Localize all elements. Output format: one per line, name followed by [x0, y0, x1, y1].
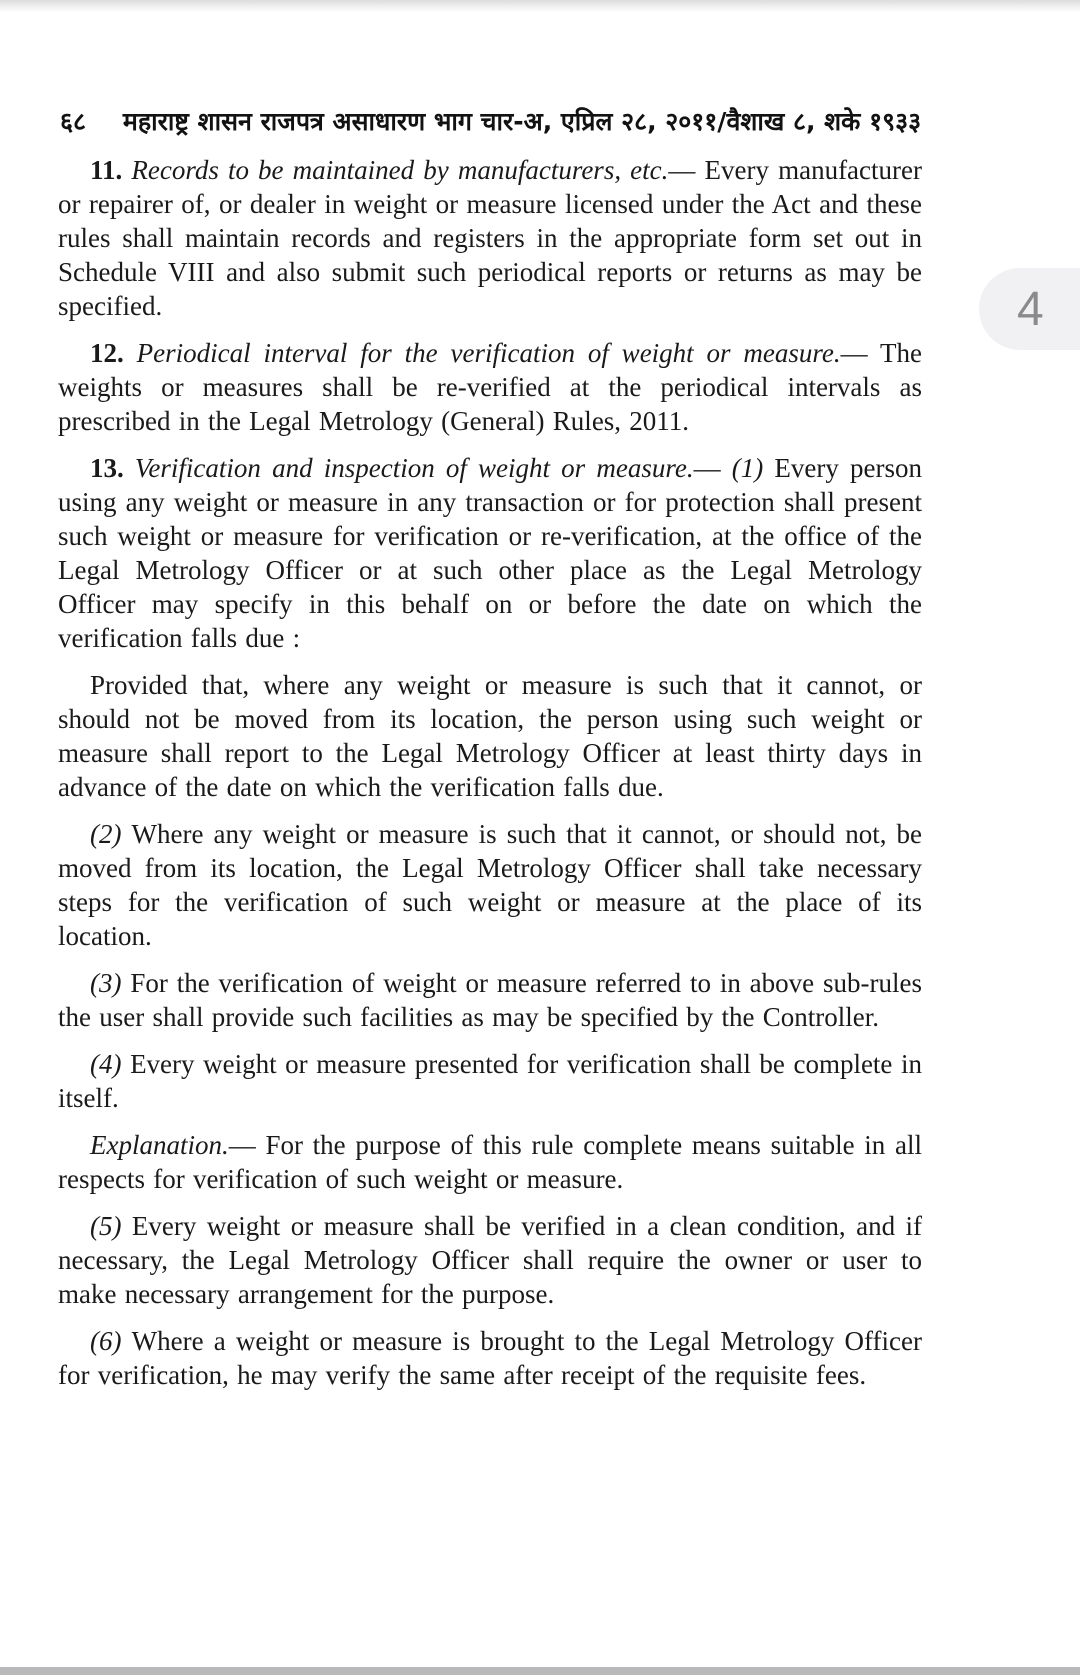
page-number-badge-label: 4 — [1017, 282, 1044, 336]
page-number-badge[interactable] — [979, 268, 1080, 350]
text-segment-italic: Verification and inspection of weight or measure. — [134, 453, 694, 483]
rule-13-sub-4 — [58, 1047, 922, 1115]
text-segment-italic: (1) — [731, 453, 775, 483]
text-segment-normal: Where any weight or measure is such that it cannot, or should not, be moved from its location, the Legal Metrology Officer shall take necessary steps for the verification of such weight or measure at the place of its location. — [58, 819, 922, 951]
document-body — [58, 153, 922, 1392]
text-segment-italic: (5) — [90, 1211, 132, 1241]
text-segment-normal: Every person using any weight or measure in any transaction or for protection shall present such weight or measure for verification or re-verification, at the office of the Legal Metrology Officer or at such other place as the Legal Metrology Officer may specify in this behalf on or before the date on which the verification falls due : — [58, 453, 923, 653]
text-segment-bold: 11. — [90, 155, 132, 185]
text-segment-normal: — The weights or measures shall be re-verified at the periodical intervals as prescribed in the Legal Metrology (General) Rules, 2011. — [58, 338, 922, 436]
text-segment-italic: Records to be maintained by manufacturers, etc. — [131, 155, 669, 185]
text-segment-italic: Periodical interval for the verification of weight or measure. — [136, 338, 841, 368]
text-segment-normal: — Every manufacturer or repairer of, or dealer in weight or measure licensed under the Act and these rules shall maintain records and registers in the appropriate form set out in Schedule VIII and also submit such periodical reports or returns as may be specified. — [58, 155, 922, 321]
rule-13-proviso — [58, 668, 922, 804]
rule-13-explanation — [58, 1128, 922, 1196]
rule-13-sub-3 — [58, 966, 922, 1034]
text-segment-italic: (4) — [90, 1049, 131, 1079]
text-segment-italic: (6) — [90, 1326, 132, 1356]
rule-11 — [58, 153, 922, 323]
text-segment-normal: — For the purpose of this rule complete means suitable in all respects for verification of such weight or measure. — [58, 1130, 922, 1194]
text-segment-normal: — — [693, 453, 732, 483]
bottom-bar — [0, 1667, 1080, 1675]
toolbar-shadow — [0, 0, 1080, 13]
page-header — [58, 102, 922, 140]
text-segment-normal: Every weight or measure shall be verified in a clean condition, and if necessary, the Legal Metrology Officer shall require the owner or user to make necessary arrangement for the purpose. — [58, 1211, 923, 1309]
rule-13 — [58, 451, 922, 655]
rule-13-sub-5 — [58, 1209, 922, 1311]
rule-12 — [58, 336, 922, 438]
text-segment-bold: 13. — [90, 453, 135, 483]
header-page-number: ६८ — [60, 107, 87, 136]
text-segment-italic: (3) — [90, 968, 131, 998]
text-segment-normal: Where a weight or measure is brought to the Legal Metrology Officer for verification, he may verify the same after receipt of the requisite fees. — [58, 1326, 923, 1390]
rule-13-sub-6 — [58, 1324, 922, 1392]
text-segment-normal: For the verification of weight or measure referred to in above sub-rules the user shall provide such facilities as may be specified by the Controller. — [58, 968, 922, 1032]
text-segment-normal: Provided that, where any weight or measure is such that it cannot, or should not be moved from its location, the person using such weight or measure shall report to the Legal Metrology Officer at least thirty days in advance of the date on which the verification falls due. — [58, 670, 922, 802]
text-segment-normal: Every weight or measure presented for verification shall be complete in itself. — [58, 1049, 922, 1113]
text-segment-bold: 12. — [90, 338, 137, 368]
rule-13-sub-2 — [58, 817, 922, 953]
text-segment-italic: (2) — [90, 819, 132, 849]
header-title: महाराष्ट्र शासन राजपत्र असाधारण भाग चार-अ, एप्रिल २८, २०११/वैशाख ८, शके १९३३ — [122, 107, 922, 136]
text-segment-italic: Explanation. — [90, 1130, 229, 1160]
